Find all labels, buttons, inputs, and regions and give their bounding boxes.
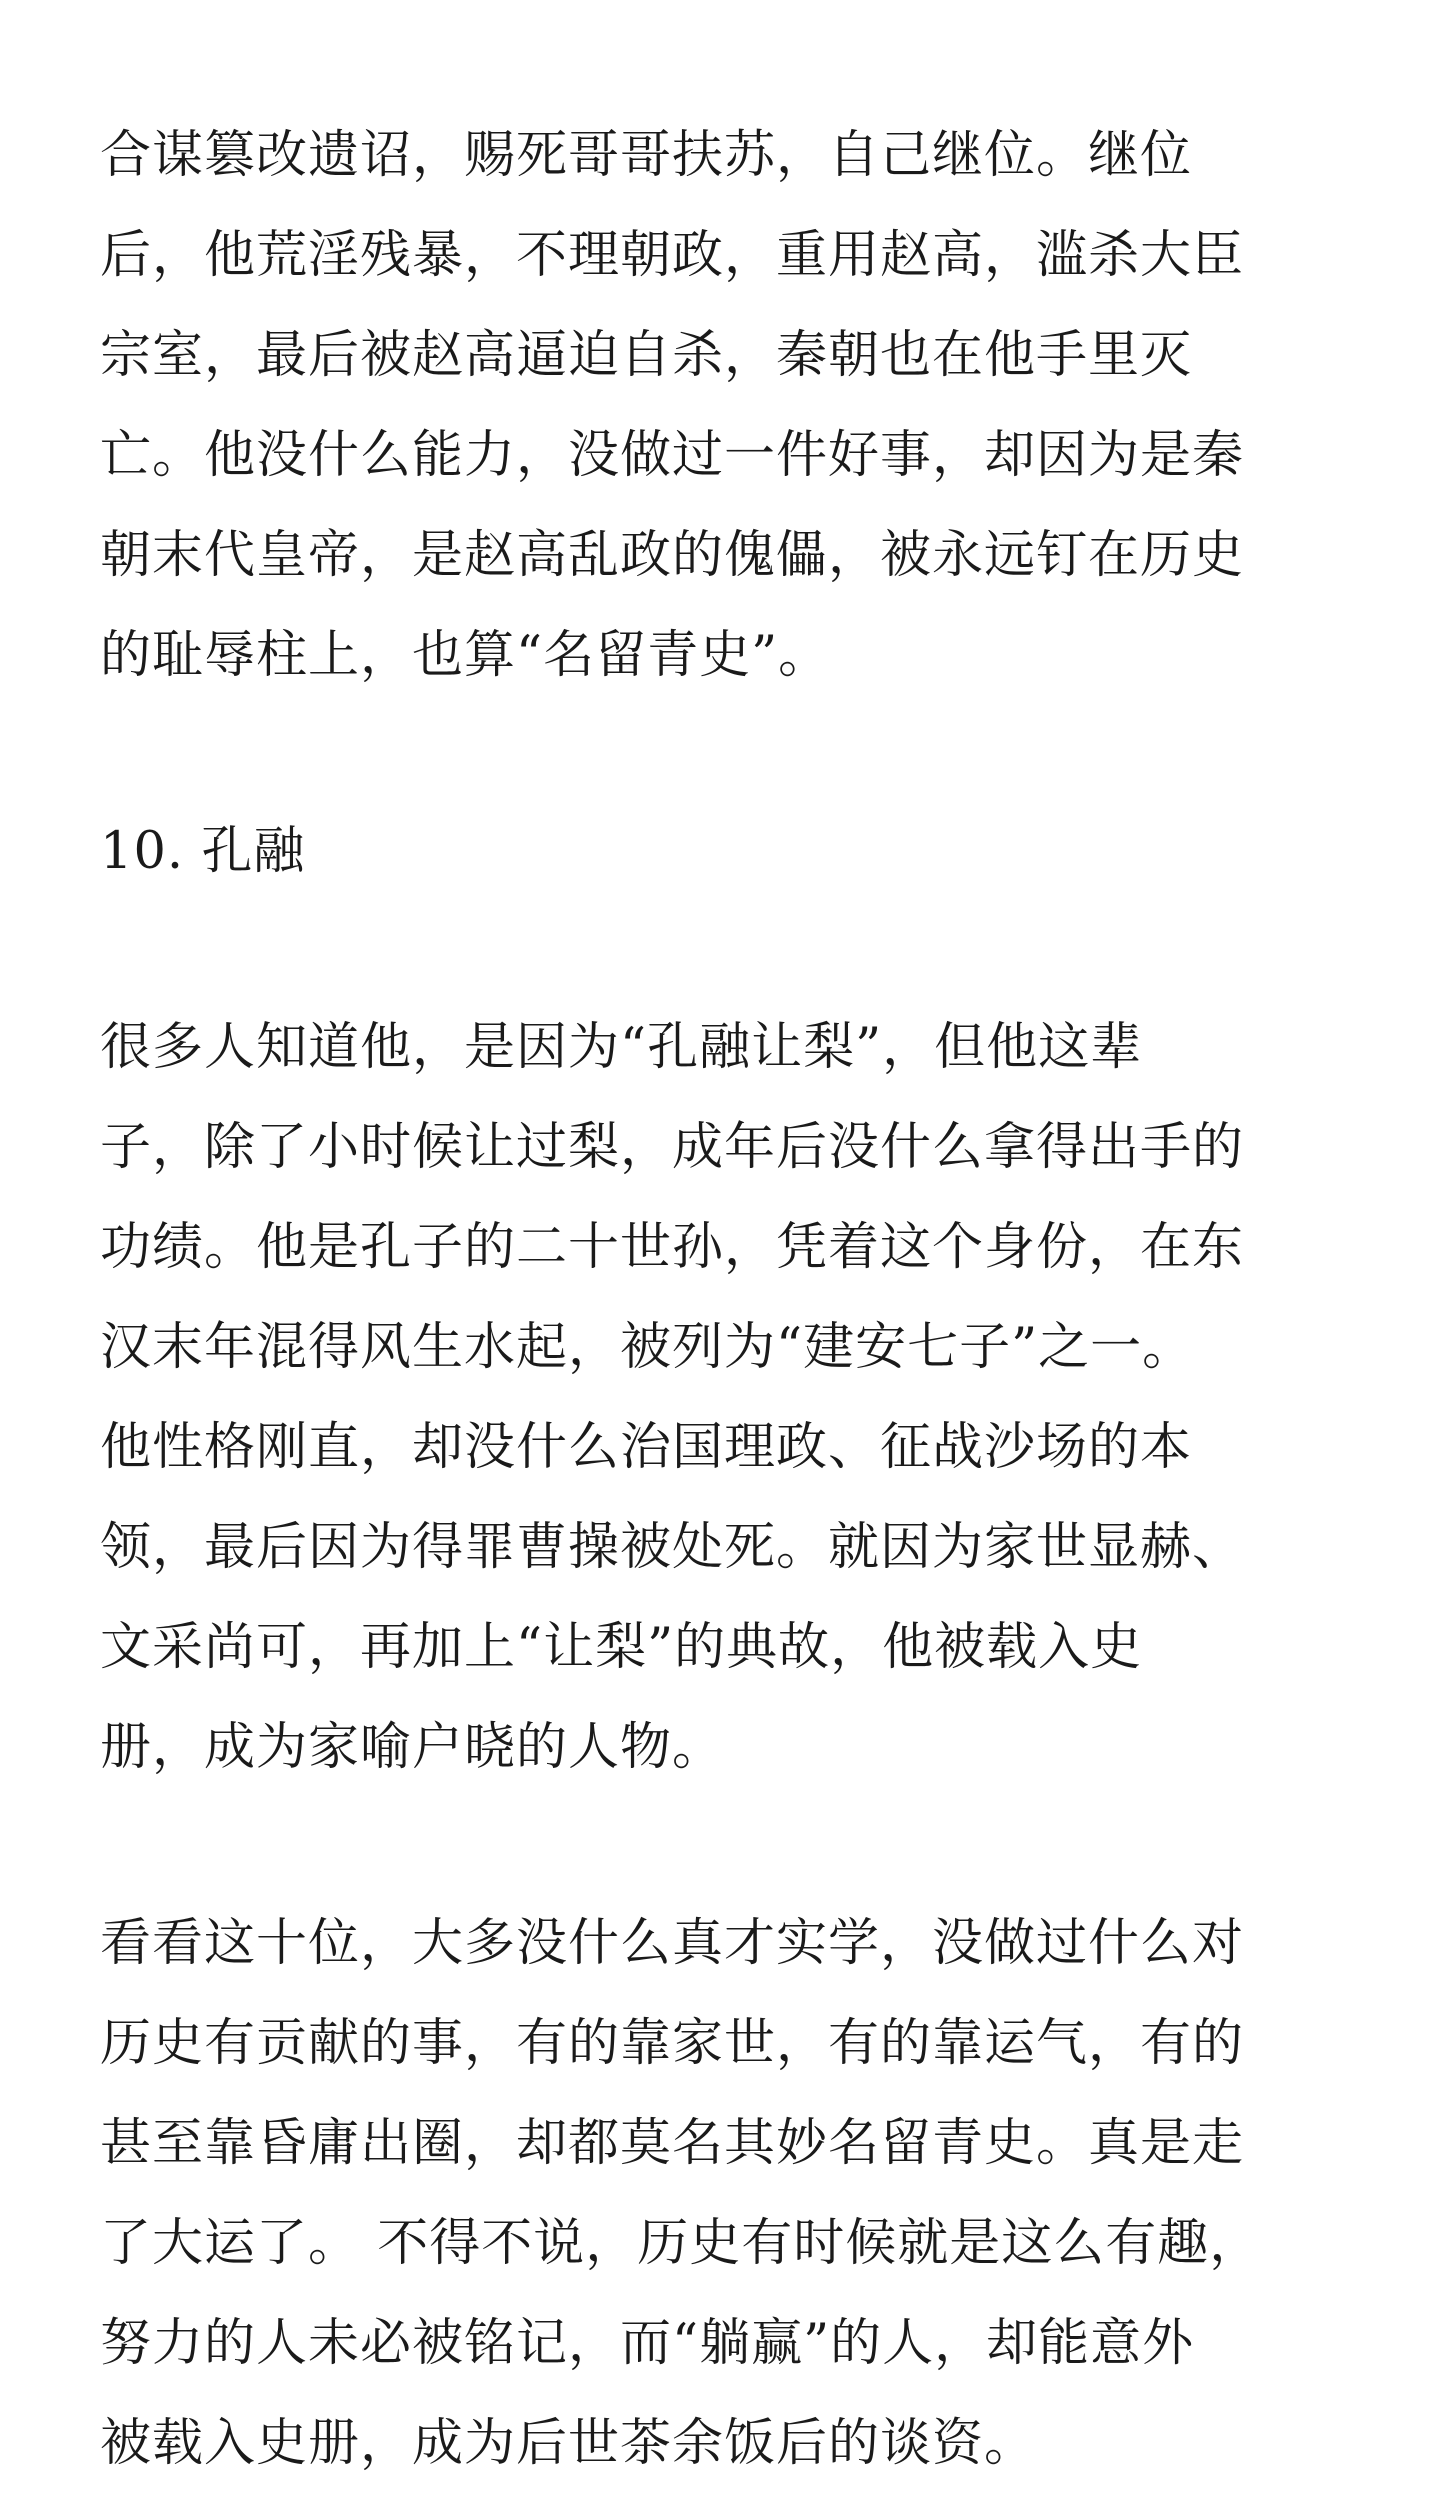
text-line: 甚至靠昏庸出圈，却都莫名其妙名留青史。真是走 (100, 2114, 1245, 2173)
text-line: 亡。他没什么能力，没做过一件好事，却因为是秦 (100, 426, 1245, 485)
paragraph-conclusion (100, 1894, 1340, 2494)
text-line: 历史有贡献的事，有的靠家世，有的靠运气，有的 (100, 2014, 1245, 2073)
paragraph-gap (100, 706, 1340, 802)
section-heading-kongrong (100, 802, 1340, 902)
text-line: 合谋篡改遗诏，赐死哥哥扶苏，自己继位。继位 (100, 126, 1193, 185)
text-line: 册，成为家喻户晓的人物。 (100, 1718, 725, 1777)
paragraph-gap (100, 1798, 1340, 1894)
text-line: 领，最后因为得罪曹操被处死。就因为家世显赫、 (100, 1518, 1245, 1577)
text-line: 他性格刚直，却没什么治国理政、征战沙场的本 (100, 1418, 1193, 1477)
text-line: 后，他荒淫残暴，不理朝政，重用赵高，滥杀大臣 (100, 226, 1245, 285)
paragraph-huhai (100, 106, 1340, 706)
text-line: 汉末年混得风生水起，被列为“建安七子”之一。 (100, 1318, 1195, 1377)
text-line: 的耻辱柱上，也算“名留青史”。 (100, 626, 831, 685)
text-line: 子，除了小时候让过梨，成年后没什么拿得出手的 (100, 1118, 1245, 1177)
text-line: 被载入史册，成为后世茶余饭后的谈资。 (100, 2414, 1037, 2473)
text-line: 功绩。他是孔子的二十世孙，凭着这个身份，在东 (100, 1218, 1245, 1277)
text-line: 努力的人未必被铭记，而“躺赢”的人，却能意外 (100, 2314, 1195, 2373)
text-line: 很多人知道他，是因为“孔融让梨”，但他这辈 (100, 1018, 1143, 1077)
paragraph-kongrong (100, 998, 1340, 1798)
text-line: 朝末代皇帝，是赵高乱政的傀儡，被永远钉在历史 (100, 526, 1245, 585)
paragraph-gap (100, 902, 1340, 998)
heading-text: 10. 孔融 (100, 822, 306, 881)
text-line: 了大运了。 不得不说，历史有时候就是这么有趣， (100, 2214, 1262, 2273)
text-line: 宗室，最后被赵高逼迫自杀，秦朝也在他手里灭 (100, 326, 1193, 385)
text-line: 文采尚可，再加上“让梨”的典故，他被载入史 (100, 1618, 1143, 1677)
text-line: 看看这十位，大多没什么真才实学，没做过什么对 (100, 1914, 1245, 1973)
